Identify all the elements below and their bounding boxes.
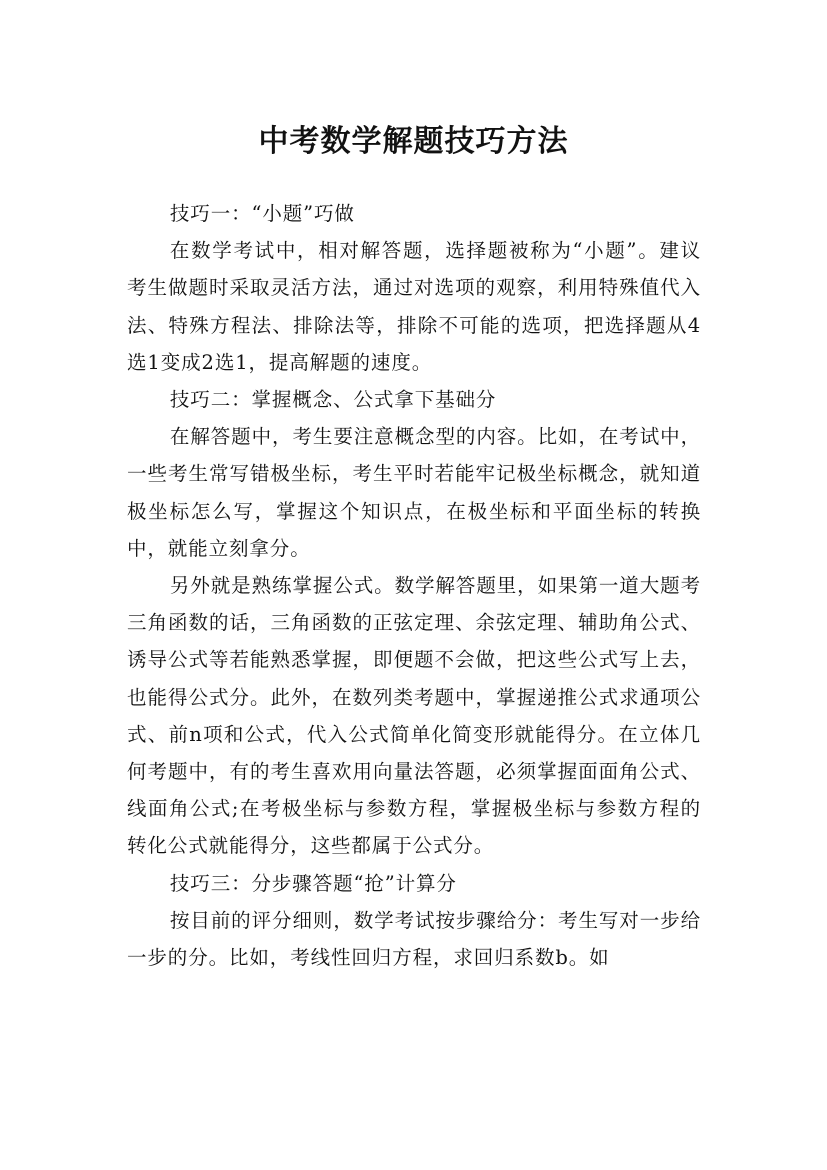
section-2-paragraph-1: 在解答题中，考生要注意概念型的内容。比如，在考试中，一些考生常写错极坐标，考生平时若能牢记极坐标概念，就知道极坐标怎么写，掌握这个知识点，在极坐标和平面坐标的转换中，就能立刻拿分。 bbox=[127, 425, 701, 560]
section-heading-1: 技巧一：“小题”巧做 bbox=[169, 202, 355, 225]
document-body bbox=[127, 195, 701, 976]
section-2-paragraph-2: 另外就是熟练掌握公式。数学解答题里，如果第一道大题考三角函数的话，三角函数的正弦定理、余弦定理、辅助角公式、诱导公式等若能熟悉掌握，即便题不会做，把这些公式写上去，也能得公式分。此外，在数列类考题中，掌握递推公式求通项公式、前n项和公式，代入公式简单化简变形就能得分。在立体几何考题中，有的考生喜欢用向量法答题，必须掌握面面角公式、线面角公式;在考极坐标与参数方程，掌握极坐标与参数方程的转化公式就能得分，这些都属于公式分。 bbox=[127, 574, 701, 858]
section-1-paragraph-1: 在数学考试中，相对解答题，选择题被称为“小题”。建议考生做题时采取灵活方法，通过对选项的观察，利用特殊值代入法、特殊方程法、排除法等，排除不可能的选项，把选择题从4选1变成2选1，提高解题的速度。 bbox=[127, 239, 701, 374]
document-title: 中考数学解题技巧方法 bbox=[258, 124, 569, 160]
section-heading-3: 技巧三：分步骤答题“抢”计算分 bbox=[169, 871, 457, 895]
section-3-paragraph-1: 按目前的评分细则，数学考试按步骤给分：考生写对一步给一步的分。比如，考线性回归方程，求回归系数b。如 bbox=[127, 908, 701, 970]
section-heading-2: 技巧二：掌握概念、公式拿下基础分 bbox=[169, 388, 497, 412]
